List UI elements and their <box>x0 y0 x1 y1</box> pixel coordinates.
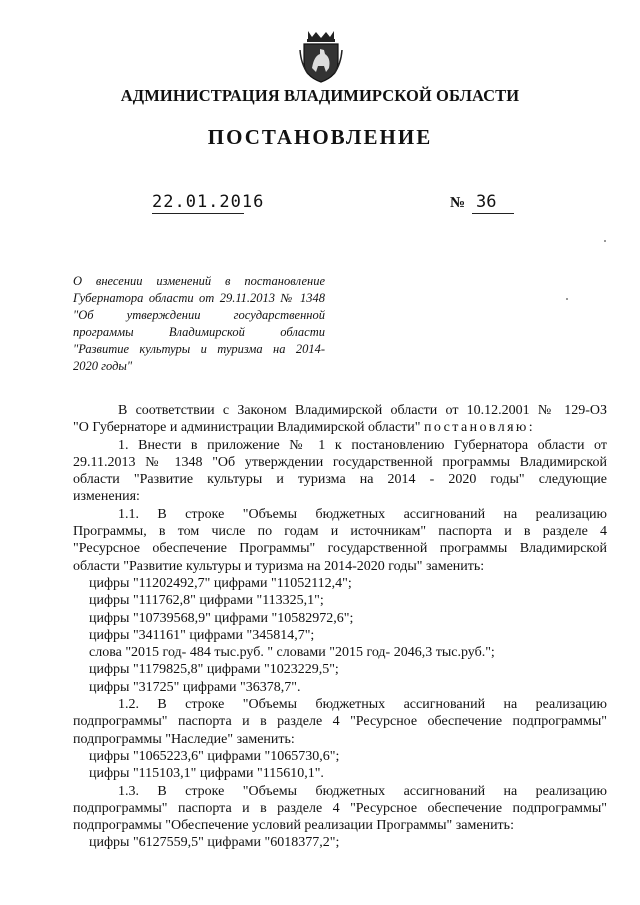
body-line: подпрограммы" паспорта и в разделе 4 "Ресурсное обеспечение подпрограммы" <box>73 714 607 730</box>
replacement-item: цифры "6127559,5" цифрами "6018377,2"; <box>89 835 340 851</box>
subject-line: О внесении изменений в постановление <box>73 274 325 288</box>
body-line: "Ресурсное обеспечение Программы" государственной программы Владимирской <box>73 541 607 557</box>
agency-name: АДМИНИСТРАЦИЯ ВЛАДИМИРСКОЙ ОБЛАСТИ <box>120 86 520 105</box>
document-number: 36 <box>472 192 514 214</box>
body-line: Программы, в том числе по годам и источникам" паспорта и в разделе 4 <box>73 524 607 540</box>
body-line: 29.11.2013 № 1348 "Об утверждении государственной программы Владимирской <box>73 454 607 470</box>
body-line: области "Развитие культуры и туризма на 2014-2020 годы" заменить: <box>73 558 485 574</box>
subject-line: программы Владимирской области <box>73 325 325 339</box>
body-line: подпрограммы "Наследие" заменить: <box>73 731 295 747</box>
replacement-item: слова "2015 год- 484 тыс.руб. " словами "2015 год- 2046,3 тыс.руб."; <box>89 645 495 661</box>
replacement-item: цифры "341161" цифрами "345814,7"; <box>89 627 315 643</box>
body-line: 1.3. В строке "Объемы бюджетных ассигнований на реализацию <box>118 783 607 799</box>
scan-speck <box>604 240 606 242</box>
subject-line: Губернатора области от 29.11.2013 № 1348 <box>73 291 325 305</box>
body-line: 1.2. В строке "Объемы бюджетных ассигнований на реализацию <box>118 697 607 713</box>
document-subject <box>73 273 325 375</box>
replacement-item: цифры "115103,1" цифрами "115610,1". <box>89 766 324 782</box>
replacement-item: цифры "111762,8" цифрами "113325,1"; <box>89 593 324 609</box>
replacement-item: цифры "10739568,9" цифрами "10582972,6"; <box>89 610 354 626</box>
document-type-title: ПОСТАНОВЛЕНИЕ <box>207 125 433 149</box>
coat-of-arms-icon <box>298 28 344 84</box>
subject-line: "Об утверждении государственной <box>73 308 325 322</box>
body-line: подпрограммы" паспорта и в разделе 4 "Ресурсное обеспечение подпрограммы" <box>73 800 607 816</box>
body-line: подпрограммы "Обеспечение условий реализации Программы" заменить: <box>73 818 514 834</box>
document-body <box>73 402 607 852</box>
subject-line: 2020 годы" <box>73 359 133 373</box>
body-line <box>73 419 607 436</box>
scan-speck <box>566 298 568 300</box>
subject-line: "Развитие культуры и туризма на 2014- <box>73 342 325 356</box>
body-line: изменения: <box>73 489 140 505</box>
body-text: "О Губернаторе и администрации Владимирской области" <box>73 420 421 436</box>
replacement-item: цифры "1179825,8" цифрами "1023229,5"; <box>89 662 339 678</box>
document-number-label: № <box>450 195 466 211</box>
document-date: 22.01.2016 <box>152 192 265 212</box>
body-line: В соответствии с Законом Владимирской области от 10.12.2001 № 129-ОЗ <box>118 403 607 418</box>
replacement-item: цифры "1065223,6" цифрами "1065730,6"; <box>89 748 340 764</box>
body-line: 1. Внести в приложение № 1 к постановлению Губернатора области от <box>118 437 607 453</box>
body-line: 1.1. В строке "Объемы бюджетных ассигнований на реализацию <box>118 506 607 522</box>
decree-word: постановляю: <box>424 420 536 436</box>
body-line: области "Развитие культуры и туризма на 2014 - 2020 годы" следующие <box>73 472 607 488</box>
replacement-item: цифры "31725" цифрами "36378,7". <box>89 679 301 695</box>
replacement-item: цифры "11202492,7" цифрами "11052112,4"; <box>89 575 352 591</box>
